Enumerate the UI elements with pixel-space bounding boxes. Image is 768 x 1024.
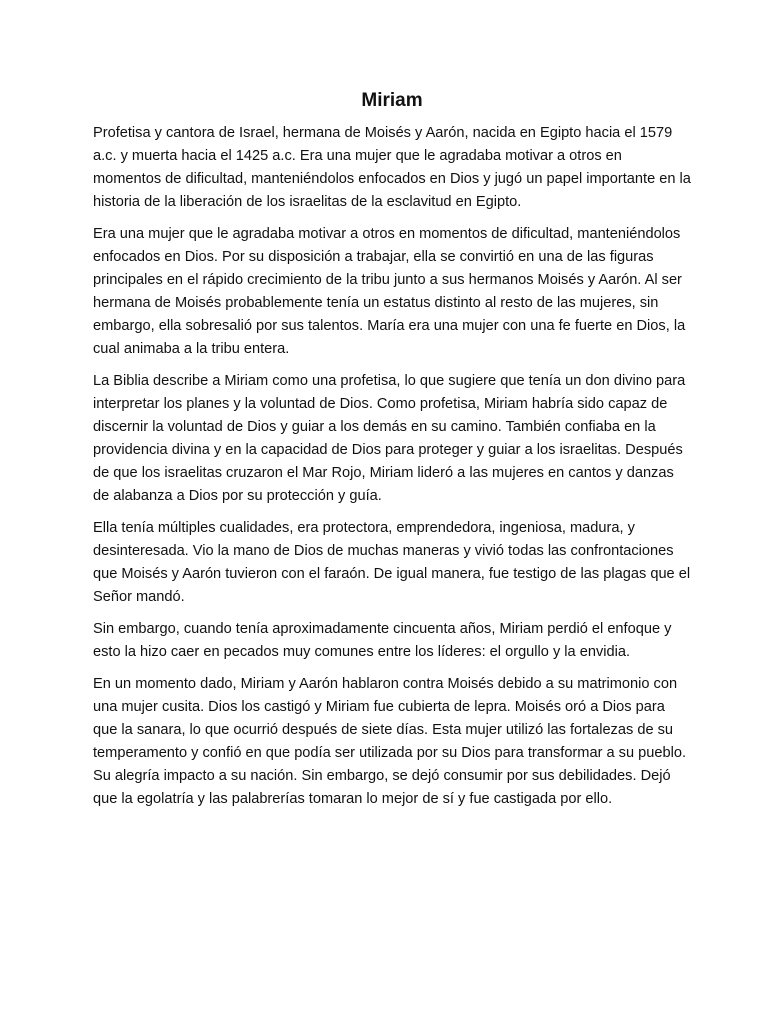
paragraph-2: Era una mujer que le agradaba motivar a otros en momentos de dificultad, manteniéndolos enfocados en Dios. Por su disposición a trabajar, ella se convirtió en una de las figuras principales en el rápido crecimiento de la tribu junto a sus hermanos Moisés y Aarón. Al ser hermana de Moisés probablemente tenía un estatus distinto al resto de las mujeres, sin embargo, ella sobresalió por sus talentos. María era una mujer con una fe fuerte en Dios, la cual animaba a la tribu entera.: [93, 226, 686, 357]
paragraph-1: Profetisa y cantora de Israel, hermana de Moisés y Aarón, nacida en Egipto hacia el 1579 a.c. y muerta hacia el 1425 a.c. Era una mujer que le agradaba motivar a otros en momentos de dificultad, manteniéndolos enfocados en Dios y jugó un papel importante en la historia de la liberación de los israelitas de la esclavitud en Egipto.: [93, 125, 691, 210]
document-page: [93, 88, 691, 820]
paragraph-3: La Biblia describe a Miriam como una profetisa, lo que sugiere que tenía un don divino para interpretar los planes y la voluntad de Dios. Como profetisa, Miriam habría sido capaz de discernir la voluntad de Dios y guiar a los demás en su camino. También confiaba en la providencia divina y en la capacidad de Dios para proteger y guiar a los israelitas. Después de que los israelitas cruzaron el Mar Rojo, Miriam lideró a las mujeres en cantos y danzas de alabanza a Dios por su protección y guía.: [93, 373, 686, 504]
paragraph-4: Ella tenía múltiples cualidades, era protectora, emprendedora, ingeniosa, madura, y desinteresada. Vio la mano de Dios de muchas maneras y vivió todas las confrontaciones que Moisés y Aarón tuvieron con el faraón. De igual manera, fue testigo de las plagas que el Señor mandó.: [93, 520, 691, 605]
paragraph-5: Sin embargo, cuando tenía aproximadamente cincuenta años, Miriam perdió el enfoque y esto la hizo caer en pecados muy comunes entre los líderes: el orgullo y la envidia.: [93, 621, 672, 660]
document-title: Miriam: [361, 90, 423, 111]
paragraph-6: En un momento dado, Miriam y Aarón hablaron contra Moisés debido a su matrimonio con una mujer cusita. Dios los castigó y Miriam fue cubierta de lepra. Moisés oró a Dios para que la sanara, lo que ocurrió después de siete días. Esta mujer utilizó las fortalezas de su temperamento y confió en que podía ser utilizada por su Dios para transformar a su pueblo. Su alegría impacto a su nación. Sin embargo, se dejó consumir por sus debilidades. Dejó que la egolatría y las palabrerías tomaran lo mejor de sí y fue castigada por ello.: [93, 676, 686, 807]
